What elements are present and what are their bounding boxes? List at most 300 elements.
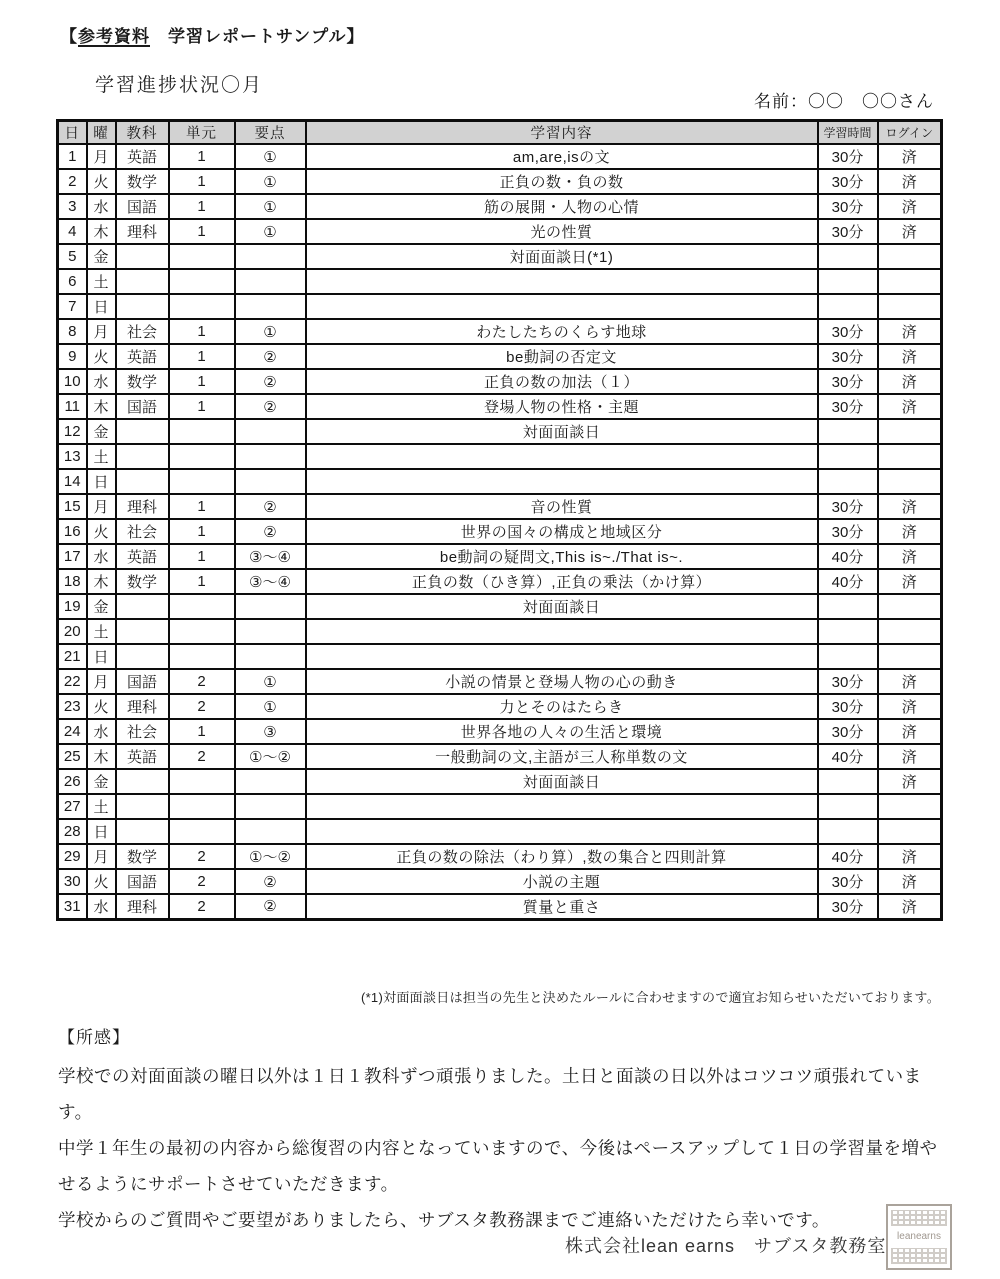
cell-day: 23: [58, 694, 87, 719]
cell-subject: [116, 619, 169, 644]
cell-subject: [116, 244, 169, 269]
cell-unit: [169, 594, 235, 619]
cell-time: 30分: [818, 144, 878, 169]
cell-unit: 1: [169, 194, 235, 219]
cell-time: 40分: [818, 744, 878, 769]
comments-paragraph: 中学１年生の最初の内容から総復習の内容となっていますので、今後はペースアップして１日の学習量を増やせるようにサポートさせていただきます。: [58, 1138, 938, 1194]
cell-weekday: 木: [87, 394, 116, 419]
cell-login: [878, 294, 942, 319]
table-row: [58, 469, 942, 494]
cell-unit: 1: [169, 219, 235, 244]
cell-weekday: 土: [87, 619, 116, 644]
student-name: 名前：〇〇 〇〇さん: [754, 92, 934, 111]
cell-unit: 2: [169, 694, 235, 719]
cell-login: 済: [878, 769, 942, 794]
cell-day: 30: [58, 869, 87, 894]
cell-weekday: 火: [87, 869, 116, 894]
table-row: [58, 819, 942, 844]
cell-day: 28: [58, 819, 87, 844]
table-row: [58, 169, 942, 194]
cell-content: 対面面談日: [306, 769, 818, 794]
cell-day: 16: [58, 519, 87, 544]
cell-point: ①: [235, 219, 306, 244]
cell-point: ①: [235, 144, 306, 169]
cell-point: ②: [235, 869, 306, 894]
cell-unit: [169, 294, 235, 319]
cell-day: 8: [58, 319, 87, 344]
cell-weekday: 日: [87, 469, 116, 494]
cell-unit: 1: [169, 719, 235, 744]
table-row: [58, 244, 942, 269]
col-header-login: ログイン: [878, 121, 942, 145]
table-row: [58, 569, 942, 594]
cell-unit: 2: [169, 869, 235, 894]
cell-day: 20: [58, 619, 87, 644]
cell-unit: 1: [169, 169, 235, 194]
seal-pattern-bottom: [891, 1248, 947, 1264]
cell-time: 30分: [818, 369, 878, 394]
cell-weekday: 日: [87, 294, 116, 319]
cell-time: 40分: [818, 569, 878, 594]
cell-content: 正負の数（ひき算）,正負の乗法（かけ算）: [306, 569, 818, 594]
cell-subject: [116, 644, 169, 669]
seal-text: leanearns: [897, 1231, 941, 1242]
cell-subject: [116, 469, 169, 494]
cell-content: 正負の数の除法（わり算）,数の集合と四則計算: [306, 844, 818, 869]
cell-weekday: 金: [87, 244, 116, 269]
cell-content: [306, 644, 818, 669]
study-report-table: [56, 119, 943, 921]
cell-login: [878, 469, 942, 494]
cell-subject: [116, 444, 169, 469]
cell-content: 小説の情景と登場人物の心の動き: [306, 669, 818, 694]
table-footnote: (*1)対面面談日は担当の先生と決めたルールに合わせますので適宜お知らせいただいております。: [360, 990, 940, 1005]
cell-time: [818, 644, 878, 669]
cell-content: 世界の国々の構成と地域区分: [306, 519, 818, 544]
cell-unit: 2: [169, 844, 235, 869]
page-title-rest: 学習レポートサンプル】: [150, 27, 365, 46]
cell-time: 40分: [818, 544, 878, 569]
table-row: [58, 644, 942, 669]
cell-content: 正負の数の加法（１）: [306, 369, 818, 394]
cell-content: 登場人物の性格・主題: [306, 394, 818, 419]
cell-day: 29: [58, 844, 87, 869]
cell-unit: [169, 819, 235, 844]
cell-day: 3: [58, 194, 87, 219]
cell-time: [818, 469, 878, 494]
cell-time: 30分: [818, 344, 878, 369]
table-row: [58, 869, 942, 894]
cell-unit: 1: [169, 369, 235, 394]
cell-login: 済: [878, 194, 942, 219]
cell-day: 15: [58, 494, 87, 519]
table-row: [58, 194, 942, 219]
page-title-open: 【: [60, 27, 78, 46]
cell-unit: [169, 419, 235, 444]
cell-point: ②: [235, 369, 306, 394]
cell-login: 済: [878, 144, 942, 169]
cell-point: [235, 819, 306, 844]
cell-point: [235, 619, 306, 644]
cell-login: [878, 619, 942, 644]
cell-subject: [116, 419, 169, 444]
cell-subject: 理科: [116, 494, 169, 519]
cell-content: [306, 794, 818, 819]
cell-point: [235, 594, 306, 619]
table-body: [58, 144, 942, 919]
cell-subject: 英語: [116, 344, 169, 369]
cell-weekday: 日: [87, 819, 116, 844]
table-row: [58, 594, 942, 619]
page-title: [60, 22, 364, 47]
cell-time: 30分: [818, 894, 878, 919]
company-name: 株式会社lean earns サブスタ教務室: [565, 1236, 887, 1256]
cell-subject: 国語: [116, 869, 169, 894]
cell-point: ①～②: [235, 844, 306, 869]
cell-subject: [116, 769, 169, 794]
cell-day: 14: [58, 469, 87, 494]
cell-time: 30分: [818, 694, 878, 719]
cell-day: 31: [58, 894, 87, 919]
cell-point: ②: [235, 394, 306, 419]
cell-unit: 1: [169, 344, 235, 369]
cell-content: [306, 469, 818, 494]
cell-weekday: 水: [87, 894, 116, 919]
cell-day: 13: [58, 444, 87, 469]
cell-content: [306, 819, 818, 844]
cell-day: 12: [58, 419, 87, 444]
cell-point: [235, 444, 306, 469]
cell-weekday: 水: [87, 544, 116, 569]
cell-point: ③～④: [235, 544, 306, 569]
cell-content: 世界各地の人々の生活と環境: [306, 719, 818, 744]
cell-weekday: 土: [87, 269, 116, 294]
cell-content: 光の性質: [306, 219, 818, 244]
cell-login: 済: [878, 569, 942, 594]
cell-time: 30分: [818, 219, 878, 244]
cell-content: わたしたちのくらす地球: [306, 319, 818, 344]
cell-weekday: 木: [87, 219, 116, 244]
cell-subject: [116, 294, 169, 319]
cell-time: 30分: [818, 719, 878, 744]
cell-day: 9: [58, 344, 87, 369]
cell-weekday: 金: [87, 419, 116, 444]
cell-login: [878, 269, 942, 294]
cell-point: ①: [235, 669, 306, 694]
cell-unit: [169, 269, 235, 294]
cell-weekday: 月: [87, 669, 116, 694]
cell-time: [818, 244, 878, 269]
cell-unit: [169, 444, 235, 469]
cell-weekday: 月: [87, 494, 116, 519]
cell-time: 30分: [818, 669, 878, 694]
comments-paragraph: 学校からのご質問やご要望がありましたら、サブスタ教務課までご連絡いただけたら幸いです。: [58, 1210, 830, 1230]
cell-content: be動詞の疑問文,This is~./That is~.: [306, 544, 818, 569]
cell-day: 17: [58, 544, 87, 569]
cell-login: 済: [878, 744, 942, 769]
comments-section: [58, 1020, 953, 1238]
comments-heading: 【所感】: [58, 1028, 130, 1047]
cell-login: 済: [878, 344, 942, 369]
table-row: [58, 344, 942, 369]
cell-login: 済: [878, 694, 942, 719]
cell-weekday: 水: [87, 369, 116, 394]
col-header-point: 要点: [235, 121, 306, 145]
cell-day: 7: [58, 294, 87, 319]
cell-login: 済: [878, 869, 942, 894]
table-row: [58, 544, 942, 569]
table-row: [58, 269, 942, 294]
cell-login: [878, 819, 942, 844]
cell-time: [818, 794, 878, 819]
cell-weekday: 火: [87, 519, 116, 544]
cell-unit: 1: [169, 394, 235, 419]
cell-weekday: 火: [87, 344, 116, 369]
table-row: [58, 744, 942, 769]
report-subtitle: 学習進捗状況〇月: [95, 75, 264, 96]
cell-day: 25: [58, 744, 87, 769]
page-title-underlined: 参考資料: [78, 27, 150, 46]
table-row: [58, 394, 942, 419]
table-row: [58, 844, 942, 869]
cell-unit: 1: [169, 519, 235, 544]
cell-point: ①～②: [235, 744, 306, 769]
cell-point: ②: [235, 894, 306, 919]
cell-content: [306, 444, 818, 469]
cell-unit: 2: [169, 894, 235, 919]
cell-subject: 英語: [116, 144, 169, 169]
cell-login: 済: [878, 394, 942, 419]
table-header-row: [58, 121, 942, 145]
table-row: [58, 419, 942, 444]
cell-weekday: 土: [87, 794, 116, 819]
cell-subject: 英語: [116, 544, 169, 569]
cell-login: [878, 444, 942, 469]
col-header-content: 学習内容: [306, 121, 818, 145]
cell-weekday: 火: [87, 169, 116, 194]
cell-content: [306, 269, 818, 294]
cell-content: 質量と重さ: [306, 894, 818, 919]
cell-unit: [169, 769, 235, 794]
table-row: [58, 694, 942, 719]
cell-subject: 数学: [116, 169, 169, 194]
cell-weekday: 木: [87, 569, 116, 594]
table-row: [58, 794, 942, 819]
cell-login: [878, 419, 942, 444]
cell-point: [235, 419, 306, 444]
cell-day: 27: [58, 794, 87, 819]
col-header-subject: 教科: [116, 121, 169, 145]
cell-time: [818, 294, 878, 319]
cell-unit: [169, 794, 235, 819]
cell-time: [818, 594, 878, 619]
cell-content: 音の性質: [306, 494, 818, 519]
cell-content: [306, 619, 818, 644]
cell-content: 正負の数・負の数: [306, 169, 818, 194]
cell-login: [878, 244, 942, 269]
cell-unit: 1: [169, 144, 235, 169]
cell-subject: 英語: [116, 744, 169, 769]
cell-point: [235, 244, 306, 269]
cell-weekday: 日: [87, 644, 116, 669]
cell-subject: 社会: [116, 319, 169, 344]
cell-subject: 社会: [116, 519, 169, 544]
cell-login: 済: [878, 669, 942, 694]
cell-point: ①: [235, 694, 306, 719]
cell-content: 一般動詞の文,主語が三人称単数の文: [306, 744, 818, 769]
table-row: [58, 719, 942, 744]
cell-time: [818, 619, 878, 644]
cell-point: ③～④: [235, 569, 306, 594]
cell-time: [818, 769, 878, 794]
cell-unit: 1: [169, 569, 235, 594]
cell-point: ②: [235, 494, 306, 519]
cell-unit: 1: [169, 319, 235, 344]
cell-point: ①: [235, 319, 306, 344]
cell-time: 30分: [818, 519, 878, 544]
table-row: [58, 669, 942, 694]
cell-subject: 数学: [116, 844, 169, 869]
cell-unit: [169, 469, 235, 494]
cell-time: [818, 419, 878, 444]
cell-day: 21: [58, 644, 87, 669]
cell-login: 済: [878, 369, 942, 394]
cell-login: 済: [878, 319, 942, 344]
cell-login: 済: [878, 894, 942, 919]
cell-content: 対面面談日: [306, 419, 818, 444]
cell-login: 済: [878, 719, 942, 744]
cell-unit: [169, 644, 235, 669]
table-row: [58, 369, 942, 394]
cell-point: ①: [235, 169, 306, 194]
table-row: [58, 894, 942, 919]
cell-subject: 理科: [116, 219, 169, 244]
table-row: [58, 219, 942, 244]
cell-subject: 数学: [116, 369, 169, 394]
cell-content: 筋の展開・人物の心情: [306, 194, 818, 219]
cell-day: 18: [58, 569, 87, 594]
cell-weekday: 金: [87, 769, 116, 794]
company-seal: [886, 1204, 952, 1270]
cell-content: [306, 294, 818, 319]
cell-subject: 国語: [116, 394, 169, 419]
cell-point: [235, 769, 306, 794]
table-row: [58, 494, 942, 519]
cell-day: 5: [58, 244, 87, 269]
cell-subject: [116, 819, 169, 844]
table-row: [58, 319, 942, 344]
cell-weekday: 火: [87, 694, 116, 719]
cell-content: 対面面談日(*1): [306, 244, 818, 269]
cell-login: 済: [878, 494, 942, 519]
cell-point: ①: [235, 194, 306, 219]
cell-unit: 2: [169, 669, 235, 694]
cell-unit: 2: [169, 744, 235, 769]
cell-time: 30分: [818, 194, 878, 219]
cell-time: [818, 444, 878, 469]
table-row: [58, 619, 942, 644]
cell-point: [235, 644, 306, 669]
cell-time: 30分: [818, 319, 878, 344]
cell-day: 11: [58, 394, 87, 419]
cell-day: 26: [58, 769, 87, 794]
cell-login: 済: [878, 219, 942, 244]
cell-point: [235, 794, 306, 819]
cell-time: [818, 269, 878, 294]
cell-point: [235, 294, 306, 319]
cell-subject: 数学: [116, 569, 169, 594]
table-row: [58, 444, 942, 469]
seal-pattern-top: [891, 1210, 947, 1226]
col-header-unit: 単元: [169, 121, 235, 145]
cell-subject: [116, 794, 169, 819]
cell-time: 40分: [818, 844, 878, 869]
table-row: [58, 144, 942, 169]
cell-point: [235, 269, 306, 294]
cell-day: 2: [58, 169, 87, 194]
cell-login: [878, 794, 942, 819]
cell-unit: [169, 619, 235, 644]
cell-weekday: 月: [87, 144, 116, 169]
cell-subject: 国語: [116, 669, 169, 694]
cell-day: 19: [58, 594, 87, 619]
table-row: [58, 769, 942, 794]
cell-time: 30分: [818, 494, 878, 519]
cell-day: 10: [58, 369, 87, 394]
cell-login: 済: [878, 544, 942, 569]
cell-time: 30分: [818, 869, 878, 894]
col-header-time: 学習時間: [818, 121, 878, 145]
cell-day: 4: [58, 219, 87, 244]
cell-login: 済: [878, 844, 942, 869]
comments-paragraph: 学校での対面面談の曜日以外は１日１教科ずつ頑張りました。土日と面談の日以外はコツコツ頑張れています。: [58, 1066, 922, 1122]
cell-unit: 1: [169, 544, 235, 569]
table-row: [58, 519, 942, 544]
cell-login: 済: [878, 169, 942, 194]
cell-content: be動詞の否定文: [306, 344, 818, 369]
cell-day: 1: [58, 144, 87, 169]
col-header-day: 日: [58, 121, 87, 145]
cell-login: [878, 594, 942, 619]
cell-point: ②: [235, 519, 306, 544]
cell-content: 力とそのはたらき: [306, 694, 818, 719]
cell-unit: 1: [169, 494, 235, 519]
cell-subject: 理科: [116, 694, 169, 719]
cell-subject: 国語: [116, 194, 169, 219]
cell-day: 24: [58, 719, 87, 744]
cell-weekday: 月: [87, 319, 116, 344]
cell-unit: [169, 244, 235, 269]
cell-point: ③: [235, 719, 306, 744]
cell-weekday: 金: [87, 594, 116, 619]
cell-content: 対面面談日: [306, 594, 818, 619]
cell-login: [878, 644, 942, 669]
cell-content: 小説の主題: [306, 869, 818, 894]
cell-time: 30分: [818, 169, 878, 194]
cell-point: ②: [235, 344, 306, 369]
cell-content: am,are,isの文: [306, 144, 818, 169]
cell-weekday: 月: [87, 844, 116, 869]
cell-weekday: 水: [87, 719, 116, 744]
cell-subject: [116, 269, 169, 294]
cell-time: 30分: [818, 394, 878, 419]
cell-weekday: 水: [87, 194, 116, 219]
cell-login: 済: [878, 519, 942, 544]
cell-subject: 社会: [116, 719, 169, 744]
col-header-weekday: 曜: [87, 121, 116, 145]
cell-time: [818, 819, 878, 844]
cell-day: 6: [58, 269, 87, 294]
